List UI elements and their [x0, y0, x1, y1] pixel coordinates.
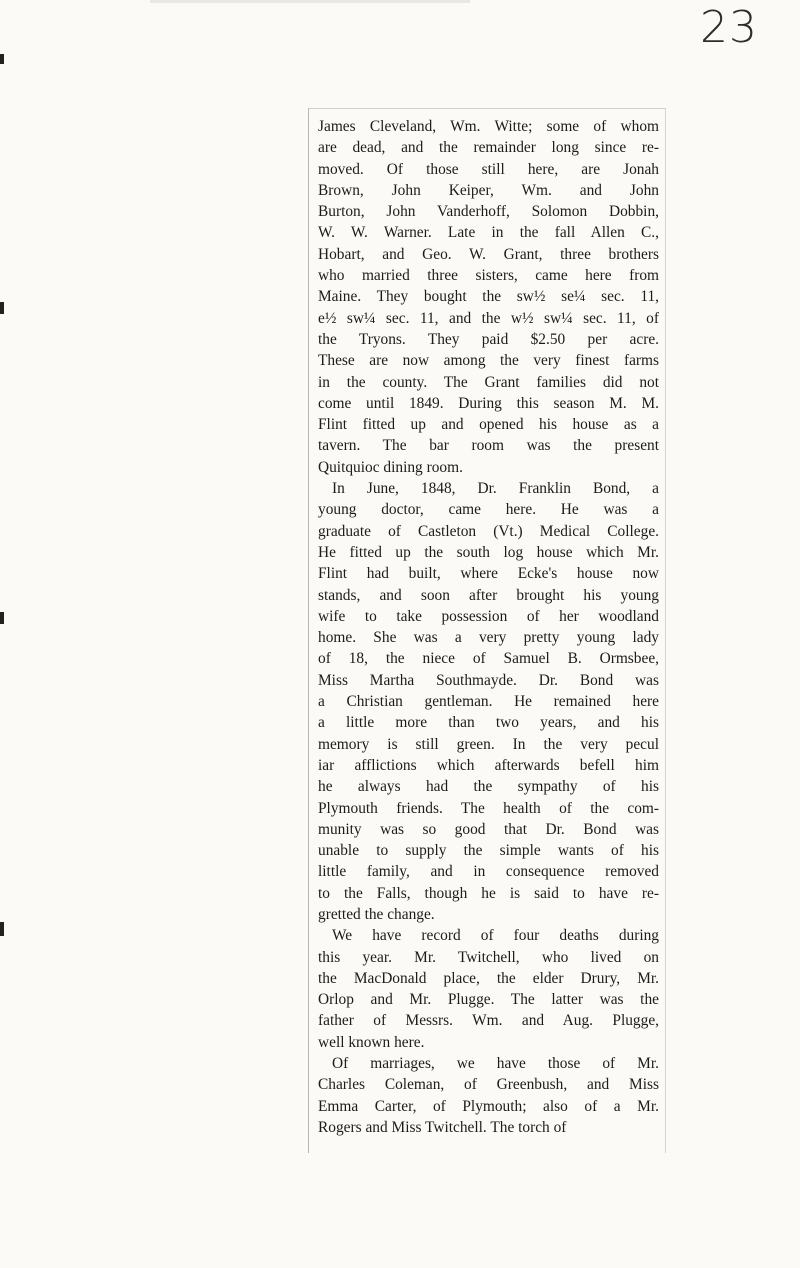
article-line: James Cleveland, Wm. Witte; some of whom	[318, 118, 659, 135]
article-line: e½ sw¼ sec. 11, and the w½ sw¼ sec. 11, of	[318, 309, 659, 327]
article-line: unable to supply the simple wants of his	[318, 842, 659, 860]
article-line: this year. Mr. Twitchell, who lived on	[318, 948, 659, 966]
article-text	[318, 116, 659, 1138]
article-line: munity was so good that Dr. Bond was	[318, 820, 659, 838]
article-line: Burton, John Vanderhoff, Solomon Dobbin,	[318, 203, 659, 221]
article-line: father of Messrs. Wm. and Aug. Plugge,	[318, 1012, 659, 1030]
article-line: memory is still green. In the very pecul	[318, 735, 659, 753]
article-line: come until 1849. During this season M. M.	[318, 394, 659, 412]
article-line: of 18, the niece of Samuel B. Ormsbee,	[318, 650, 659, 668]
article-line: a little more than two years, and his	[318, 714, 659, 732]
article-paragraph	[318, 478, 659, 925]
article-line: the Tryons. They paid $2.50 per acre.	[318, 330, 659, 348]
article-line: little family, and in consequence removed	[318, 863, 659, 881]
article-line: gretted the change.	[318, 905, 435, 923]
article-paragraph	[318, 925, 659, 1053]
article-line: These are now among the very finest farms	[318, 352, 659, 370]
margin-mark-4	[0, 922, 4, 936]
article-line: Plymouth friends. The health of the com-	[318, 799, 659, 817]
margin-mark-1	[0, 54, 4, 64]
article-line: Flint fitted up and opened his house as a	[318, 416, 659, 434]
article-paragraph	[318, 116, 659, 478]
article-line: Of marriages, we have those of Mr.	[332, 1055, 659, 1073]
article-line: wife to take possession of her woodland	[318, 607, 659, 625]
article-line: Emma Carter, of Plymouth; also of a Mr.	[318, 1097, 659, 1115]
scan-smudge-top	[150, 0, 470, 3]
article-line: young doctor, came here. He was a	[318, 501, 659, 519]
article-line: well known here.	[318, 1033, 425, 1051]
article-line: He fitted up the south log house which Mr.	[318, 543, 659, 561]
article-line: Orlop and Mr. Plugge. The latter was the	[318, 991, 659, 1009]
article-line: moved. Of those still here, are Jonah	[318, 160, 659, 178]
article-line: stands, and soon after brought his young	[318, 586, 659, 604]
page-number: 23	[700, 2, 758, 53]
article-line: Flint had built, where Ecke's house now	[318, 565, 659, 583]
article-line: are dead, and the remainder long since re-	[318, 139, 659, 157]
article-line: tavern. The bar room was the present	[318, 437, 659, 455]
article-line: who married three sisters, came here from	[318, 267, 659, 285]
article-line: Maine. They bought the sw½ se¼ sec. 11,	[318, 288, 659, 306]
article-line: W. W. Warner. Late in the fall Allen C.,	[318, 224, 659, 242]
article-line: Brown, John Keiper, Wm. and John	[318, 181, 659, 199]
article-line: to the Falls, though he is said to have re-	[318, 884, 659, 902]
margin-mark-3	[0, 612, 4, 624]
article-line: Hobart, and Geo. W. Grant, three brothers	[318, 245, 659, 263]
margin-mark-2	[0, 302, 4, 314]
article-line: the MacDonald place, the elder Drury, Mr.	[318, 969, 659, 987]
article-line: Miss Martha Southmayde. Dr. Bond was	[318, 671, 659, 689]
article-line: a Christian gentleman. He remained here	[318, 693, 659, 711]
article-line: home. She was a very pretty young lady	[318, 629, 659, 647]
newspaper-clipping	[308, 108, 666, 1153]
article-line: Rogers and Miss Twitchell. The torch of	[318, 1118, 567, 1136]
article-paragraph	[318, 1053, 659, 1138]
article-line: graduate of Castleton (Vt.) Medical College.	[318, 522, 659, 540]
article-line: iar afflictions which afterwards befell him	[318, 756, 659, 774]
article-line: Charles Coleman, of Greenbush, and Miss	[318, 1076, 659, 1094]
article-line: in the county. The Grant families did not	[318, 373, 659, 391]
article-line: We have record of four deaths during	[332, 927, 659, 945]
article-line: Quitquioc dining room.	[318, 458, 463, 476]
article-line: he always had the sympathy of his	[318, 778, 659, 796]
article-line: In June, 1848, Dr. Franklin Bond, a	[332, 480, 659, 498]
